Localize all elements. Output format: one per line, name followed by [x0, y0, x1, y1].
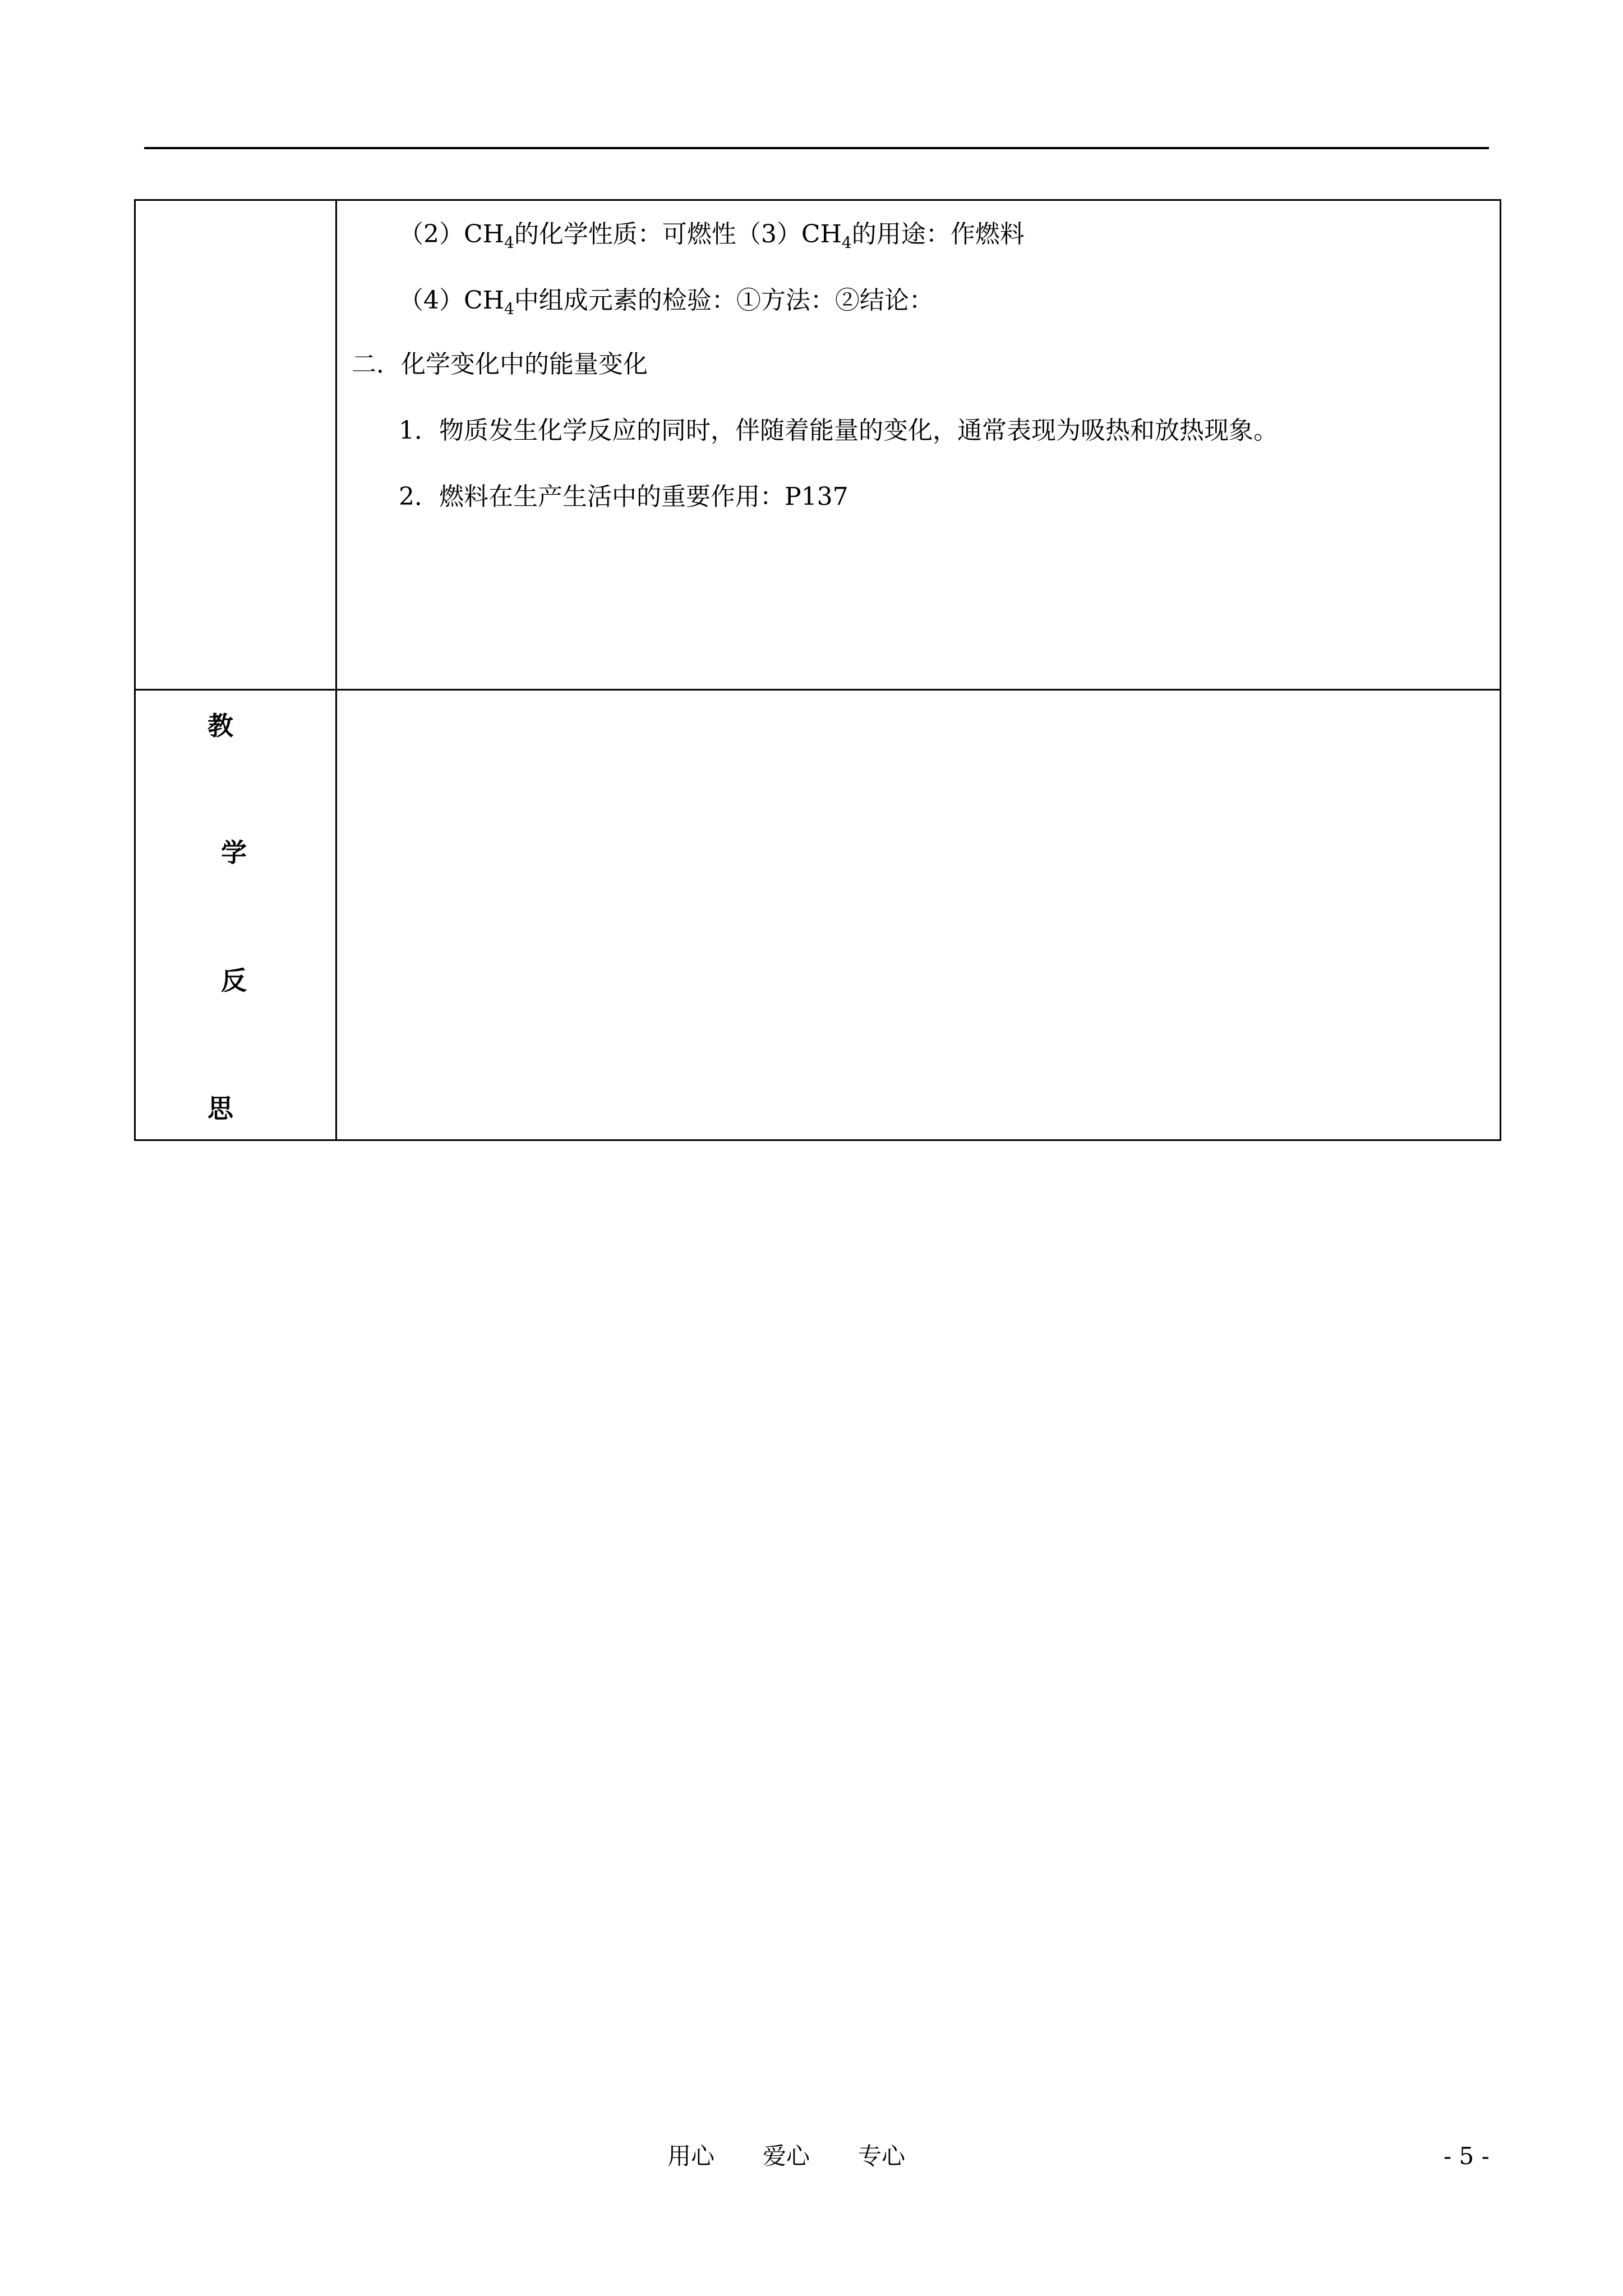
content-line-fuel-importance: 2．燃料在生产生活中的重要作用：P137: [399, 482, 849, 511]
footer-mottos: [667, 2139, 905, 2173]
lesson-content-cell: [337, 201, 1500, 689]
text-segment: （4）CH: [399, 286, 505, 315]
section-heading-energy-change: 二．化学变化中的能量变化: [352, 350, 648, 379]
reflection-char: 教: [208, 711, 233, 741]
content-line-energy-change: 1．物质发生化学反应的同时，伴随着能量的变化，通常表现为吸热和放热现象。: [399, 416, 1278, 445]
text-segment: （2）CH: [399, 220, 505, 249]
text-segment: 中组成元素的检验：①方法：②结论：: [514, 286, 934, 315]
row-divider: [136, 689, 1500, 691]
reflection-char: 思: [208, 1093, 233, 1124]
reflection-char: 反: [221, 965, 247, 996]
subscript: 4: [504, 233, 514, 252]
subscript: 4: [504, 300, 514, 318]
subscript: 4: [841, 233, 852, 252]
reflection-char: 学: [221, 838, 247, 868]
lesson-table: [134, 199, 1501, 1141]
text-segment: 的用途：作燃料: [851, 220, 1025, 249]
teaching-reflection-label: [136, 689, 335, 1143]
footer-motto: 爱心: [763, 2142, 810, 2170]
text-segment: 的化学性质：可燃性（3）CH: [514, 220, 842, 249]
content-line-ch4-properties: [399, 218, 1025, 251]
footer-motto: 专心: [858, 2142, 906, 2170]
header-rule: [144, 147, 1489, 149]
footer-motto: 用心: [667, 2142, 715, 2170]
content-line-ch4-test: [399, 284, 934, 318]
page-number: - 5 -: [1444, 2142, 1490, 2170]
